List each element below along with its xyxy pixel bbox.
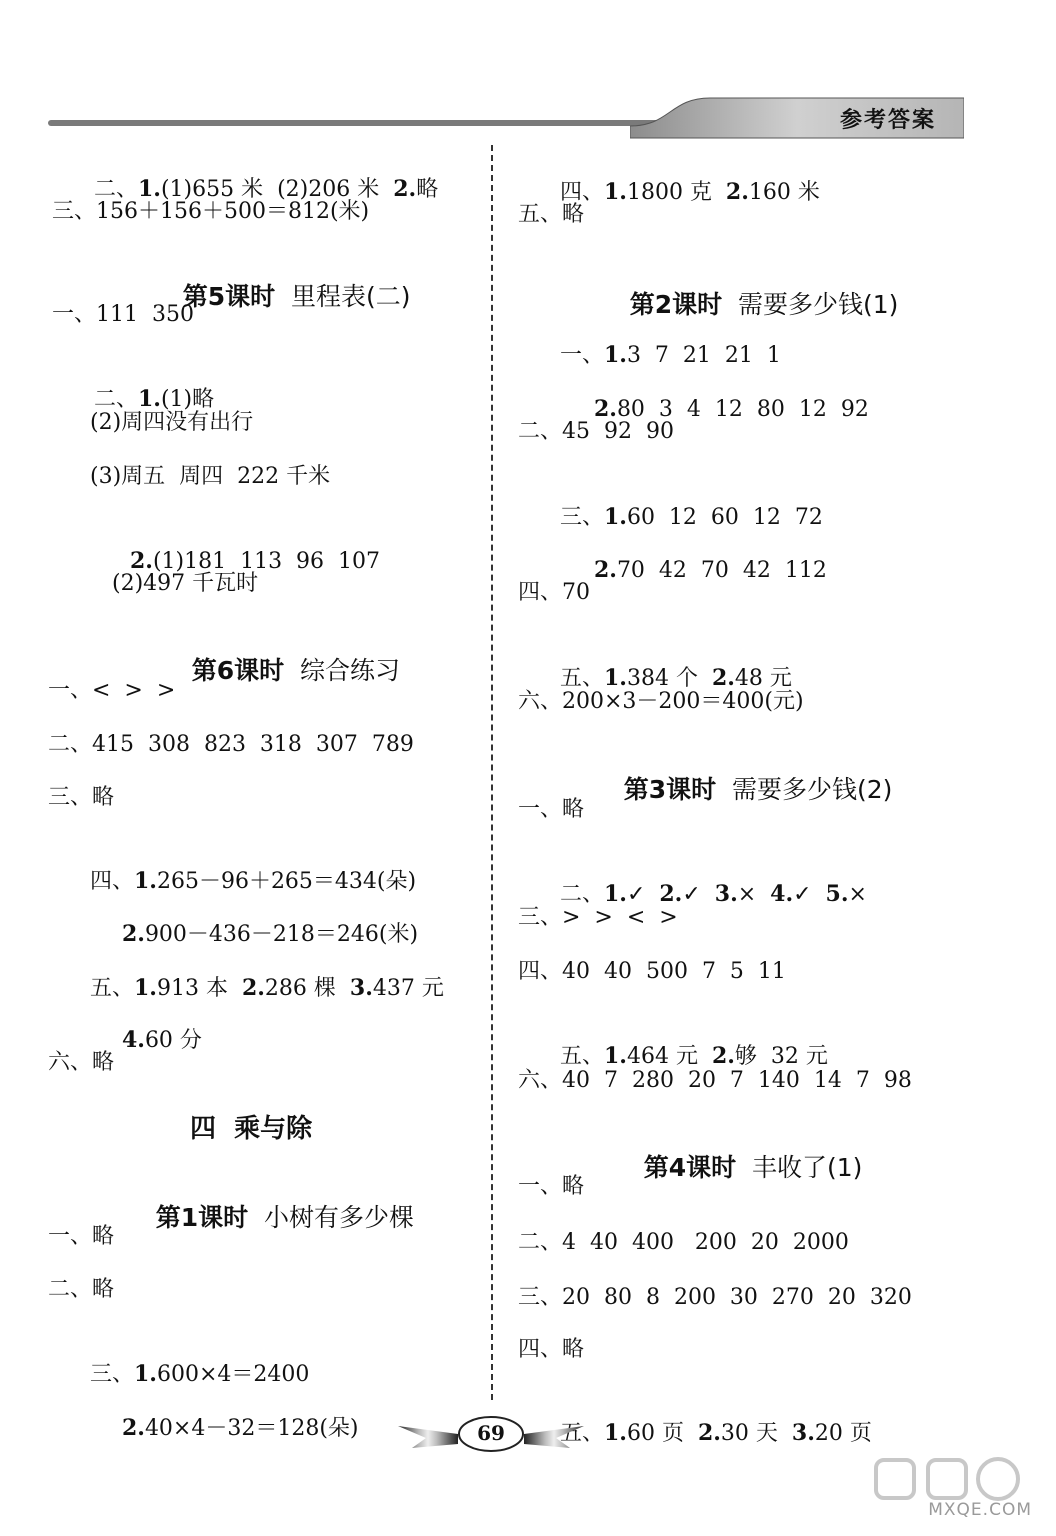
header-rule [48,120,666,126]
answer-line: 2.(1)181 113 96 107 [129,548,381,574]
answer-line: 2.900－436－218＝246(米) [121,921,419,947]
page-number-badge [398,1414,584,1458]
watermark-text: MXQE.COM [928,1500,1032,1520]
answer-line: 二、415 308 823 318 307 789 [48,732,414,757]
answer-line: 三、> > < > [518,905,678,930]
lesson-heading-1: 第1课时 小树有多少棵 [155,1203,414,1232]
answer-line: 2.80 3 4 12 80 12 92 [593,396,869,422]
answer-line: 五、1.464 元 2.够 32 元 [559,1043,828,1069]
answer-line: 二、1.(1)655 米 (2)206 米 2.略 [93,176,439,202]
answer-line: 四、1.1800 克 2.160 米 [559,179,820,205]
answer-line: 一、1.3 7 21 21 1 [559,342,781,368]
lesson-heading-6: 第6课时 综合练习 [191,656,400,685]
answer-line: 三、156＋156＋500＝812(米) [52,199,370,224]
answer-line: 二、1.✓ 2.✓ 3.× 4.✓ 5.× [559,881,867,907]
answer-line: 一、< > > [48,678,176,703]
answer-line: 五、1.384 个 2.48 元 [559,665,792,691]
answer-line: (3)周五 周四 222 千米 [90,464,331,489]
answer-line: 2.70 42 70 42 112 [593,557,827,583]
answer-line: 4.60 分 [121,1027,202,1053]
answer-line: 三、1.600×4＝2400 [89,1361,310,1387]
watermark-emblem-icon [868,1456,1038,1504]
header-title: 参考答案 [839,107,936,133]
lesson-heading-4: 第4课时 丰收了(1) [643,1153,863,1182]
answer-line: 一、略 [518,797,585,822]
answer-line: 五、1.913 本 2.286 棵 3.437 元 [89,975,444,1001]
answer-line: 二、1.(1)略 [93,386,215,412]
answer-line: 四、40 40 500 7 5 11 [518,959,786,984]
watermark-logo [868,1456,1038,1526]
answer-line: 四、略 [518,1337,585,1362]
answer-line: 六、略 [48,1050,115,1075]
answer-line: (2)周四没有出行 [90,410,254,435]
answer-line: 一、略 [48,1224,115,1249]
answer-line: 三、略 [48,785,115,810]
answer-line: 五、略 [518,202,585,227]
page-number: 69 [477,1421,505,1445]
answer-line: 二、4 40 400 200 20 2000 [518,1230,849,1255]
answer-line: 四、1.265－96＋265＝434(朵) [89,868,417,894]
answer-line: 四、70 [518,580,590,605]
answer-line: 五、1.60 页 2.30 天 3.20 页 [559,1420,872,1446]
answer-line: 二、略 [48,1277,115,1302]
answer-line: 二、45 92 90 [518,419,674,444]
answer-line: 三、20 80 8 200 30 270 20 320 [518,1285,912,1310]
answer-line: 一、略 [518,1174,585,1199]
unit-title: 四 乘与除 [190,1114,313,1144]
answer-line: 三、1.60 12 60 12 72 [559,504,823,530]
lesson-heading-5: 第5课时 里程表(二) [182,282,411,311]
lesson-heading-2: 第2课时 需要多少钱(1) [629,290,899,319]
column-divider [491,145,493,1400]
answer-line: 六、200×3－200＝400(元) [518,689,804,714]
answer-line: 一、111 350 [52,302,194,327]
lesson-heading-3: 第3课时 需要多少钱(2) [623,775,893,804]
answer-line: 六、40 7 280 20 7 140 14 7 98 [518,1068,912,1093]
answer-line: 2.40×4－32＝128(朵) [121,1415,359,1441]
answer-line: (2)497 千瓦时 [112,571,259,596]
header-tab [630,96,964,140]
